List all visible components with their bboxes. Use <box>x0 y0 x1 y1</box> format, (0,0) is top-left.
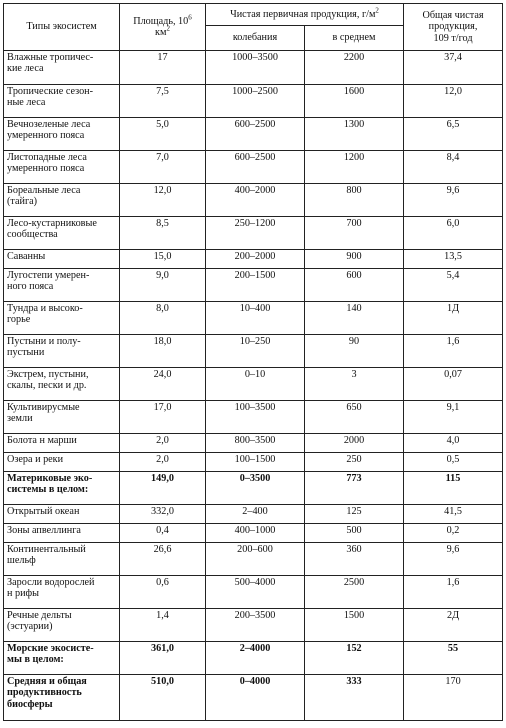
area-value: 12,0 <box>120 184 206 217</box>
area-value: 332,0 <box>120 505 206 524</box>
ecosystem-name: Лугостепи умерен- ного пояса <box>4 269 120 302</box>
area-value: 17,0 <box>120 401 206 434</box>
area-value: 510,0 <box>120 675 206 721</box>
production-range: 200–600 <box>206 543 305 576</box>
area-value: 26,6 <box>120 543 206 576</box>
table-row <box>4 609 503 642</box>
ecosystem-name: Зоны апвеллинга <box>4 524 120 543</box>
production-average: 125 <box>305 505 404 524</box>
production-range: 0–10 <box>206 368 305 401</box>
total-production-value: 9,6 <box>404 543 503 576</box>
production-average: 2000 <box>305 434 404 453</box>
table-row <box>4 151 503 184</box>
production-average: 333 <box>305 675 404 721</box>
table-body <box>4 51 503 721</box>
total-production-value: 5,4 <box>404 269 503 302</box>
table-row <box>4 269 503 302</box>
table-row <box>4 434 503 453</box>
production-range: 250–1200 <box>206 217 305 250</box>
header-area: Площадь, $10^6$ $км^2$ <box>120 4 206 51</box>
production-range: 600–2500 <box>206 151 305 184</box>
ecosystem-name: Лесо-кустарниковые сообщества <box>4 217 120 250</box>
total-production-value: 1,6 <box>404 335 503 368</box>
total-production-value: 4,0 <box>404 434 503 453</box>
ecosystem-name: Экстрем, пустыни, скалы, пески и др. <box>4 368 120 401</box>
total-production-value: 8,4 <box>404 151 503 184</box>
ecosystem-name: Пустыни и полу- пустыни <box>4 335 120 368</box>
table-row <box>4 335 503 368</box>
ecosystem-name: Континентальный шельф <box>4 543 120 576</box>
area-value: 149,0 <box>120 472 206 505</box>
area-value: 7,5 <box>120 85 206 118</box>
ecosystem-name: Тропические сезон- ные леса <box>4 85 120 118</box>
table-row <box>4 543 503 576</box>
production-range: 2–400 <box>206 505 305 524</box>
production-average: 152 <box>305 642 404 675</box>
ecosystem-productivity-table <box>3 3 503 721</box>
production-average: 1500 <box>305 609 404 642</box>
total-production-value: 6,5 <box>404 118 503 151</box>
table-row <box>4 401 503 434</box>
total-production-value: 1Д <box>404 302 503 335</box>
production-average: 900 <box>305 250 404 269</box>
production-range: 600–2500 <box>206 118 305 151</box>
production-range: 1000–3500 <box>206 51 305 85</box>
area-value: 0,4 <box>120 524 206 543</box>
production-average: 800 <box>305 184 404 217</box>
area-value: 15,0 <box>120 250 206 269</box>
area-value: 2,0 <box>120 434 206 453</box>
table-row <box>4 85 503 118</box>
table-row <box>4 368 503 401</box>
production-average: 700 <box>305 217 404 250</box>
header-average: в среднем <box>305 26 404 51</box>
area-value: 9,0 <box>120 269 206 302</box>
ecosystem-name: Озера и реки <box>4 453 120 472</box>
production-average: 2200 <box>305 51 404 85</box>
area-value: 1,4 <box>120 609 206 642</box>
total-production-value: 0,07 <box>404 368 503 401</box>
table-row <box>4 675 503 721</box>
total-production-value: 170 <box>404 675 503 721</box>
total-production-value: 41,5 <box>404 505 503 524</box>
production-range: 200–3500 <box>206 609 305 642</box>
total-production-value: 9,6 <box>404 184 503 217</box>
area-value: 8,0 <box>120 302 206 335</box>
production-range: 10–250 <box>206 335 305 368</box>
table-row <box>4 472 503 505</box>
production-range: 500–4000 <box>206 576 305 609</box>
ecosystem-name: Саванны <box>4 250 120 269</box>
area-value: 18,0 <box>120 335 206 368</box>
area-value: 8,5 <box>120 217 206 250</box>
ecosystem-name: Открытый океан <box>4 505 120 524</box>
production-average: 600 <box>305 269 404 302</box>
header-net-primary-production: Чистая первичная продукция, $г/м^2$ <box>206 4 404 26</box>
production-average: 360 <box>305 543 404 576</box>
table-row <box>4 524 503 543</box>
ecosystem-name: Вечнозеленые леса умеренного пояса <box>4 118 120 151</box>
production-range: 400–2000 <box>206 184 305 217</box>
production-average: 250 <box>305 453 404 472</box>
table-row <box>4 642 503 675</box>
total-production-value: 12,0 <box>404 85 503 118</box>
production-average: 1600 <box>305 85 404 118</box>
table-row <box>4 453 503 472</box>
production-range: 100–3500 <box>206 401 305 434</box>
production-range: 1000–2500 <box>206 85 305 118</box>
table-row <box>4 51 503 85</box>
ecosystem-name: Тундра и высоко- горье <box>4 302 120 335</box>
production-range: 800–3500 <box>206 434 305 453</box>
production-average: 1300 <box>305 118 404 151</box>
production-range: 200–1500 <box>206 269 305 302</box>
table-row <box>4 576 503 609</box>
total-production-value: 55 <box>404 642 503 675</box>
production-range: 2–4000 <box>206 642 305 675</box>
production-average: 773 <box>305 472 404 505</box>
ecosystem-name: Морские экосисте- мы в целом: <box>4 642 120 675</box>
table-row <box>4 505 503 524</box>
total-production-value: 9,1 <box>404 401 503 434</box>
production-average: 90 <box>305 335 404 368</box>
table-row <box>4 118 503 151</box>
area-value: 24,0 <box>120 368 206 401</box>
table-row <box>4 302 503 335</box>
header-total-production: Общая чистая продукция, 109 т/год <box>404 4 503 51</box>
total-production-value: 13,5 <box>404 250 503 269</box>
ecosystem-name: Бореальные леса (тайга) <box>4 184 120 217</box>
total-production-value: 115 <box>404 472 503 505</box>
ecosystem-name: Материковые эко- системы в целом: <box>4 472 120 505</box>
header-ecosystem-types: Типы экосистем <box>4 4 120 51</box>
table-row <box>4 250 503 269</box>
production-range: 200–2000 <box>206 250 305 269</box>
ecosystem-name: Болота н марши <box>4 434 120 453</box>
area-value: 17 <box>120 51 206 85</box>
production-range: 0–4000 <box>206 675 305 721</box>
production-average: 1200 <box>305 151 404 184</box>
production-range: 0–3500 <box>206 472 305 505</box>
ecosystem-name: Заросли водорослей н рифы <box>4 576 120 609</box>
ecosystem-name: Культивирусмые земли <box>4 401 120 434</box>
area-value: 5,0 <box>120 118 206 151</box>
total-production-value: 2Д <box>404 609 503 642</box>
production-average: 3 <box>305 368 404 401</box>
ecosystem-name: Влажные тропичес- кие леса <box>4 51 120 85</box>
area-value: 2,0 <box>120 453 206 472</box>
production-average: 2500 <box>305 576 404 609</box>
ecosystem-name: Средняя и общая продуктивность биосферы <box>4 675 120 721</box>
total-production-value: 37,4 <box>404 51 503 85</box>
total-production-value: 6,0 <box>404 217 503 250</box>
total-production-value: 0,2 <box>404 524 503 543</box>
table-row <box>4 184 503 217</box>
area-value: 361,0 <box>120 642 206 675</box>
production-range: 100–1500 <box>206 453 305 472</box>
production-average: 140 <box>305 302 404 335</box>
area-value: 0,6 <box>120 576 206 609</box>
production-range: 400–1000 <box>206 524 305 543</box>
production-average: 500 <box>305 524 404 543</box>
total-production-value: 0,5 <box>404 453 503 472</box>
ecosystem-name: Речные дельты (эстуарии) <box>4 609 120 642</box>
header-range: колебания <box>206 26 305 51</box>
total-production-value: 1,6 <box>404 576 503 609</box>
table-row <box>4 217 503 250</box>
production-average: 650 <box>305 401 404 434</box>
ecosystem-name: Листопадные леса умеренного пояса <box>4 151 120 184</box>
production-range: 10–400 <box>206 302 305 335</box>
area-value: 7,0 <box>120 151 206 184</box>
